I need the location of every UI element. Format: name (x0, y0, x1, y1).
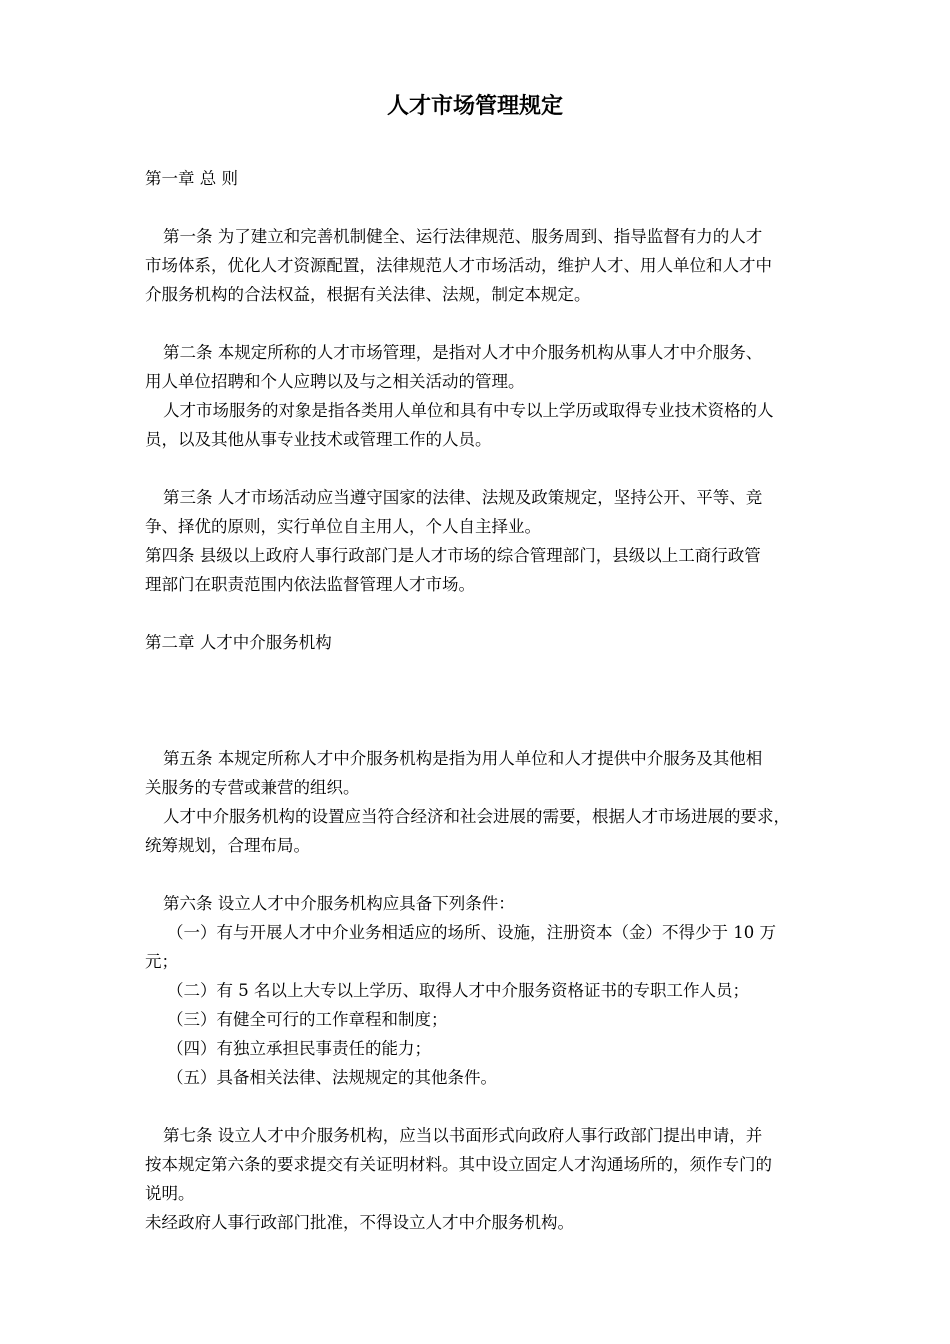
text-line: 第六条 设立人才中介服务机构应具备下列条件： (163, 894, 515, 913)
text-line: 第二章 人才中介服务机构 (145, 633, 332, 652)
blank-line (145, 657, 875, 715)
text-line: 人才中介服务机构的设置应当符合经济和社会进展的需要，根据人才市场进展的要求， (163, 807, 790, 826)
text-line: 第二条 本规定所称的人才市场管理，是指对人才中介服务机构从事人才中介服务、 (163, 343, 763, 362)
text-line: （三）有健全可行的工作章程和制度； (167, 1010, 448, 1029)
text-line: 第三条 人才市场活动应当遵守国家的法律、法规及政策规定，坚持公开、平等、竞 (163, 488, 763, 507)
text-line: 按本规定第六条的要求提交有关证明材料。其中设立固定人才沟通场所的，须作专门的 (145, 1155, 772, 1174)
document-body (145, 164, 875, 1237)
text-line: 第七条 设立人才中介服务机构，应当以书面形式向政府人事行政部门提出申请，并 (163, 1126, 763, 1145)
text-line: 用人单位招聘和个人应聘以及与之相关活动的管理。 (145, 372, 525, 391)
text-line: 争、择优的原则，实行单位自主用人，个人自主择业。 (145, 517, 541, 536)
text-line: 第一条 为了建立和完善机制健全、运行法律规范、服务周到、指导监督有力的人才 (163, 227, 763, 246)
blank-line (145, 715, 875, 744)
text-line: 理部门在职责范围内依法监督管理人才市场。 (145, 575, 475, 594)
blank-line (145, 599, 875, 628)
text-line: 统筹规划，合理布局。 (145, 836, 310, 855)
text-line: 说明。 (145, 1184, 195, 1203)
text-line: 人才市场服务的对象是指各类用人单位和具有中专以上学历或取得专业技术资格的人 (163, 401, 774, 420)
text-line: （二）有 5 名以上大专以上学历、取得人才中介服务资格证书的专职工作人员； (167, 981, 749, 1000)
text-line: 介服务机构的合法权益，根据有关法律、法规，制定本规定。 (145, 285, 591, 304)
blank-line (145, 309, 875, 338)
blank-line (145, 193, 875, 222)
text-line: （一）有与开展人才中介业务相适应的场所、设施，注册资本（金）不得少于 10 万 (167, 923, 776, 942)
text-line: 关服务的专营或兼营的组织。 (145, 778, 360, 797)
text-line: （五）具备相关法律、法规规定的其他条件。 (167, 1068, 497, 1087)
document-title: 人才市场管理规定 (386, 93, 563, 119)
text-line: 元； (145, 952, 178, 971)
text-line: （四）有独立承担民事责任的能力； (167, 1039, 431, 1058)
text-line: 第五条 本规定所称人才中介服务机构是指为用人单位和人才提供中介服务及其他相 (163, 749, 763, 768)
text-line: 第四条 县级以上政府人事行政部门是人才市场的综合管理部门，县级以上工商行政管 (145, 546, 761, 565)
blank-line (145, 860, 875, 889)
text-line: 员，以及其他从事专业技术或管理工作的人员。 (145, 430, 492, 449)
blank-line (145, 1092, 875, 1121)
text-line: 市场体系，优化人才资源配置，法律规范人才市场活动，维护人才、用人单位和人才中 (145, 256, 772, 275)
blank-line (145, 454, 875, 483)
text-line: 未经政府人事行政部门批准，不得设立人才中介服务机构。 (145, 1213, 574, 1232)
text-line: 第一章 总 则 (145, 169, 238, 188)
